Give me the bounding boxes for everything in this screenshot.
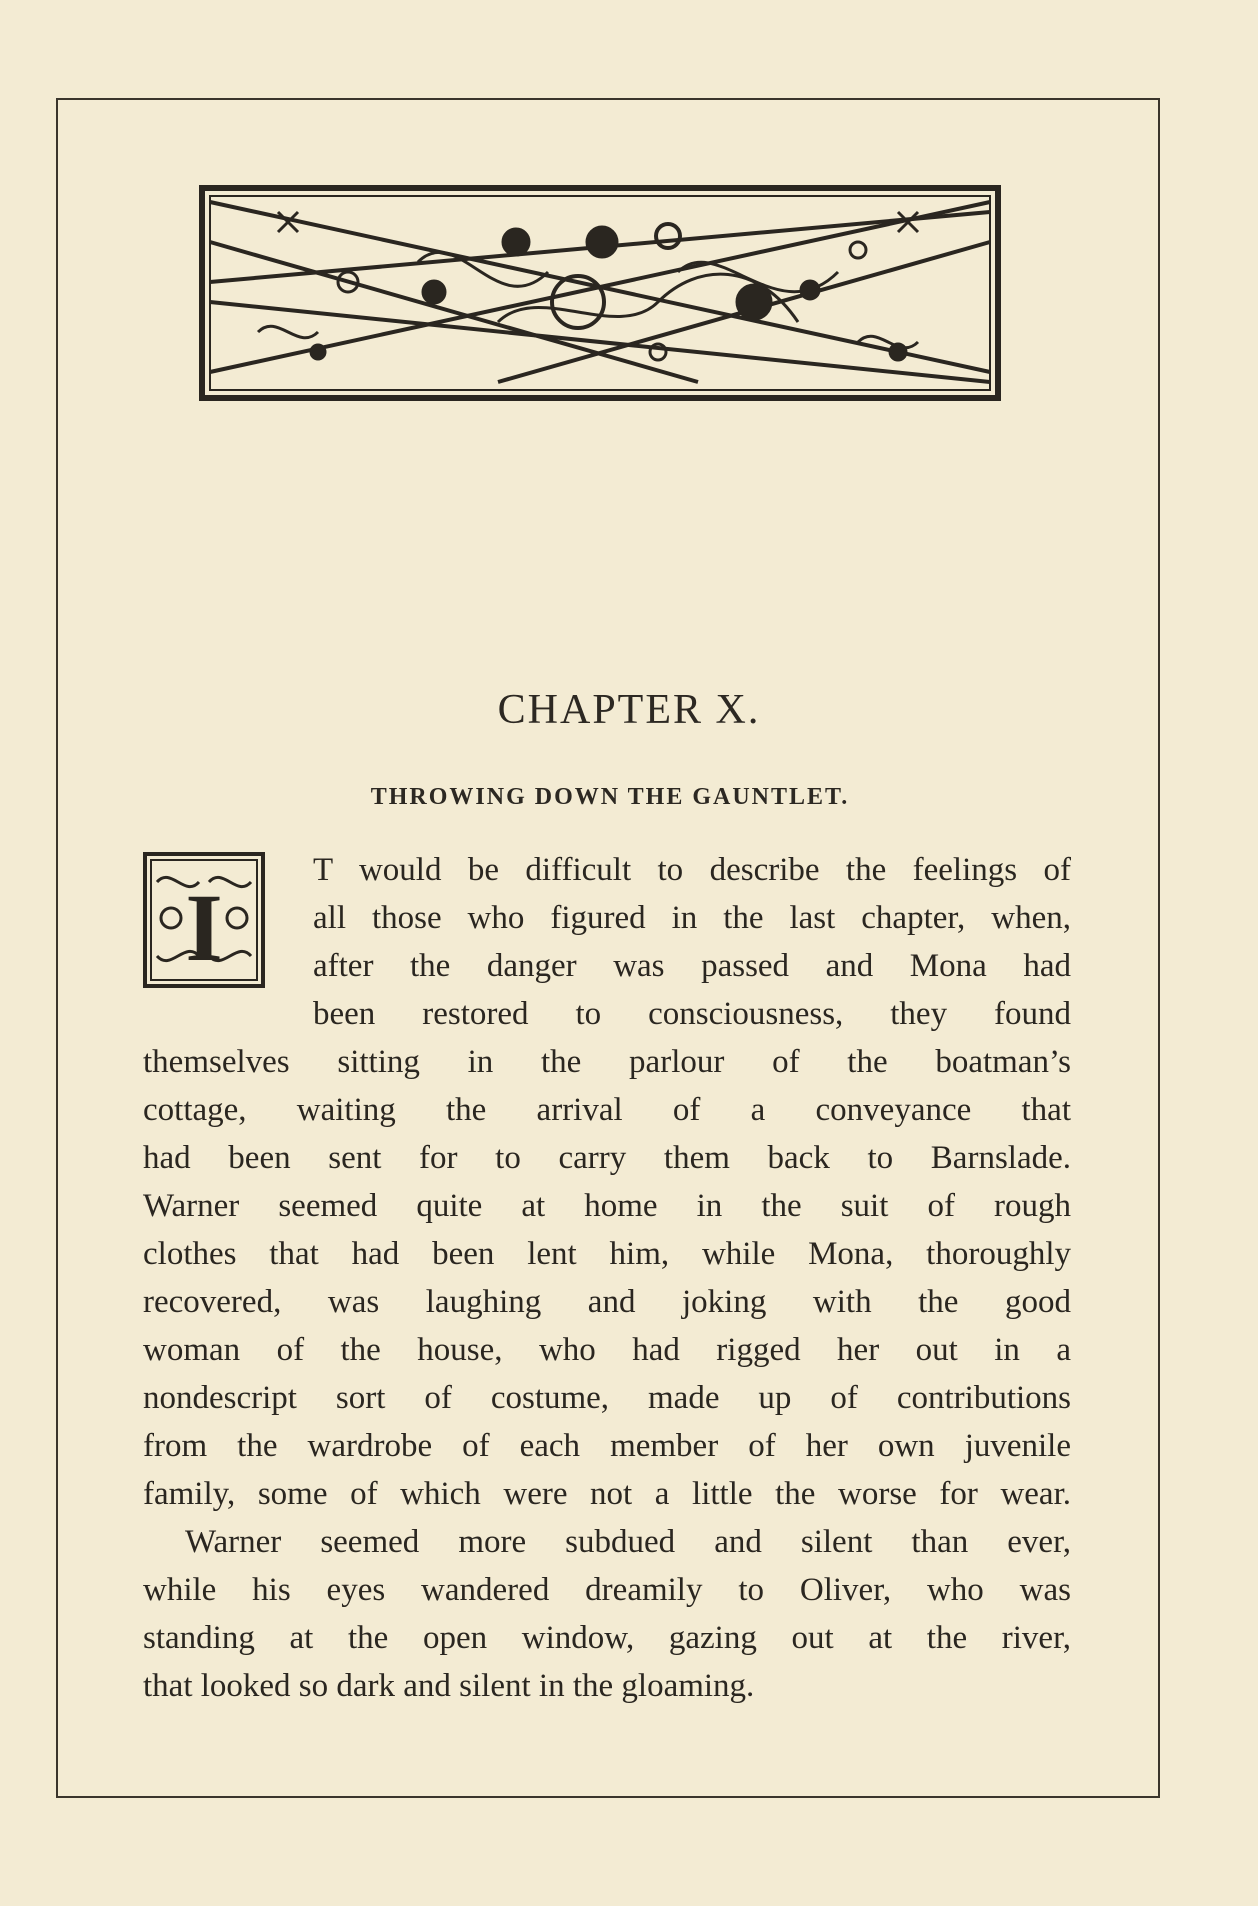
text-line: themselves sitting in the parlour of the boatman’s: [143, 1044, 1071, 1080]
text-line: standing at the open window, gazing out at the river,: [143, 1620, 1071, 1656]
text-line: Warner seemed quite at home in the suit of rough: [143, 1188, 1071, 1224]
text-line: while his eyes wandered dreamily to Oliver, who was: [143, 1572, 1071, 1608]
floral-headpiece-ornament: [198, 182, 1002, 404]
text-line: been restored to consciousness, they found: [313, 996, 1071, 1032]
text-line: from the wardrobe of each member of her own juvenile: [143, 1428, 1071, 1464]
text-line: nondescript sort of costume, made up of contributions: [143, 1380, 1071, 1416]
drop-cap-text: I: [185, 874, 223, 981]
text-line: Warner seemed more subdued and silent than ever,: [185, 1524, 1071, 1560]
text-line: family, some of which were not a little the worse for wear.: [143, 1476, 1071, 1512]
chapter-subtitle: THROWING DOWN THE GAUNTLET.: [370, 784, 850, 810]
text-line: cottage, waiting the arrival of a conveyance that: [143, 1092, 1071, 1128]
chapter-body: [143, 846, 1071, 1710]
text-line: woman of the house, who had rigged her out in a: [143, 1332, 1071, 1368]
text-line: had been sent for to carry them back to Barnslade.: [143, 1140, 1071, 1176]
text-line: that looked so dark and silent in the gloaming.: [143, 1668, 755, 1704]
text-line: T would be difficult to describe the feelings of: [313, 852, 1071, 888]
text-line: all those who figured in the last chapter, when,: [313, 900, 1071, 936]
chapter-title: CHAPTER X.: [497, 687, 761, 733]
text-line: recovered, was laughing and joking with the good: [143, 1284, 1071, 1320]
text-line: clothes that had been lent him, while Mona, thoroughly: [143, 1236, 1071, 1272]
text-line: after the danger was passed and Mona had: [313, 948, 1071, 984]
